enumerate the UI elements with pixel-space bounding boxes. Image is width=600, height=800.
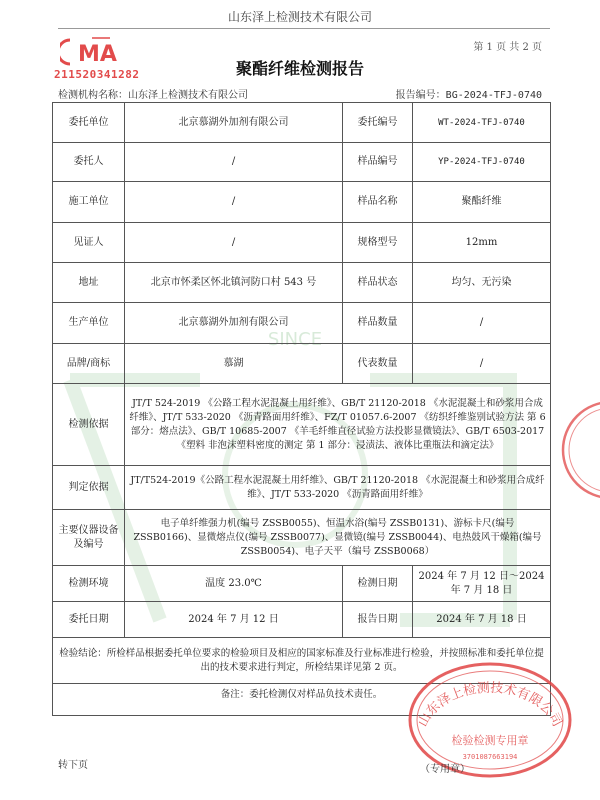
test-basis-value: JT/T 524-2019 《公路工程水泥混凝土用纤维》、GB/T 21120-2018 《水泥混凝土和砂浆用合成纤维》、JT/T 533-2020 《沥青路面用纤维》、FZ/T 01057.6-2007 《纺织纤维鉴别试验方法 第 6 部分：熔点法》、GB/T 10685-2007 《羊毛纤维直径试验方法投影显微镜法》、GB/T 6503-2017 《塑料 非泡沫塑料密度的测定 第 1 部分：浸渍法、液体比重瓶法和滴定法》 <box>125 384 551 466</box>
table-row <box>53 466 551 510</box>
witness-value: / <box>125 223 343 263</box>
spec-value: 12mm <box>413 223 551 263</box>
commission-date-value: 2024 年 7 月 12 日 <box>125 602 343 638</box>
report-value: BG-2024-TFJ-0740 <box>445 90 542 101</box>
seal-note: （专用章） <box>420 764 470 775</box>
address-label: 地址 <box>53 263 125 303</box>
client-value: 北京慕湖外加剂有限公司 <box>125 103 343 143</box>
remark: 备注：委托检测仅对样品负技术责任。 <box>53 684 551 716</box>
conclusion: 检验结论：所检样品根据委托单位要求的检验项目及相应的国家标准及行业标准进行检验，并按照标准和委托单位提出的技术要求进行判定，所检结果详见第 2 页。 <box>53 638 551 684</box>
address-value: 北京市怀柔区怀北镇河防口村 543 号 <box>125 263 343 303</box>
principal-label: 委托人 <box>53 143 125 182</box>
org-label: 检测机构名称： <box>58 90 128 101</box>
commission-no-value: WT-2024-TFJ-0740 <box>413 103 551 143</box>
sample-qty-label: 样品数量 <box>343 303 413 344</box>
witness-label: 见证人 <box>53 223 125 263</box>
sample-state-label: 样品状态 <box>343 263 413 303</box>
rep-qty-label: 代表数量 <box>343 344 413 384</box>
table-row <box>53 263 551 303</box>
header-company: 山东泽上检测技术有限公司 <box>227 10 372 24</box>
brand-value: 慕湖 <box>125 344 343 384</box>
environment-label: 检测环境 <box>53 566 125 602</box>
producer-value: 北京慕湖外加剂有限公司 <box>125 303 343 344</box>
report-date-label: 报告日期 <box>343 602 413 638</box>
seal-text: 山东泽上检测技术有限公司 <box>415 680 565 730</box>
brand-label: 品牌/商标 <box>53 344 125 384</box>
report-date-value: 2024 年 7 月 18 日 <box>413 602 551 638</box>
sample-no-value: YP-2024-TFJ-0740 <box>413 143 551 182</box>
svg-text:MA: MA <box>78 42 117 67</box>
table-row <box>53 143 551 182</box>
table-row <box>53 223 551 263</box>
test-basis-label: 检测依据 <box>53 384 125 466</box>
table-row <box>53 602 551 638</box>
org-value: 山东泽上检测技术有限公司 <box>128 90 248 101</box>
commission-no-label: 委托编号 <box>343 103 413 143</box>
table-row <box>53 566 551 602</box>
instruments-label: 主要仪器设备及编号 <box>53 510 125 566</box>
sample-name-value: 聚酯纤维 <box>413 182 551 223</box>
svg-text:山东泽上检测技术有限公司 <box>415 680 564 730</box>
report-label: 报告编号： <box>395 90 446 101</box>
edge-seal-stamp <box>556 395 600 505</box>
table-row <box>53 510 551 566</box>
construction-label: 施工单位 <box>53 182 125 223</box>
cma-number: 211520341282 <box>54 68 140 81</box>
judgment-label: 判定依据 <box>53 466 125 510</box>
org-name <box>58 86 248 101</box>
table-row <box>53 182 551 223</box>
page-indicator: 第 1 页 共 2 页 <box>473 42 542 53</box>
rep-qty-value: / <box>413 344 551 384</box>
table-row <box>53 303 551 344</box>
report-title: 聚酯纤维检测报告 <box>235 59 364 78</box>
sample-qty-value: / <box>413 303 551 344</box>
table-row <box>53 344 551 384</box>
client-label: 委托单位 <box>53 103 125 143</box>
table-row <box>53 103 551 143</box>
instruments-value: 电子单纤维强力机(编号 ZSSB0055)、恒温水浴(编号 ZSSB0131)、游标卡尺(编号 ZSSB0166)、显微熔点仪(编号 ZSSB0077)、显微镜(编号 ZSSB0044)、电热鼓风干燥箱(编号 ZSSB0054)、电子天平（编号 ZSSB0068） <box>125 510 551 566</box>
seal-number: 3701087663194 <box>462 753 518 761</box>
commission-date-label: 委托日期 <box>53 602 125 638</box>
sample-name-label: 样品名称 <box>343 182 413 223</box>
report-number <box>396 86 542 101</box>
sample-no-label: 样品编号 <box>343 143 413 182</box>
report-info-table <box>52 102 551 716</box>
table-row <box>53 384 551 466</box>
sample-state-value: 均匀、无污染 <box>413 263 551 303</box>
test-date-label: 检测日期 <box>343 566 413 602</box>
header-divider <box>58 28 550 29</box>
judgment-value: JT/T524-2019《公路工程水泥混凝土用纤维》、GB/T 21120-2018 《水泥混凝土和砂浆用合成纤维》、JT/T 533-2020 《沥青路面用纤维》 <box>125 466 551 510</box>
producer-label: 生产单位 <box>53 303 125 344</box>
turn-page-note: 转下页 <box>58 760 88 771</box>
environment-value: 温度 23.0℃ <box>125 566 343 602</box>
spec-label: 规格型号 <box>343 223 413 263</box>
seal-subtext: 检验检测专用章 <box>451 734 529 747</box>
principal-value: / <box>125 143 343 182</box>
construction-value: / <box>125 182 343 223</box>
watermark-text: SINCE <box>267 329 323 350</box>
test-date-value: 2024 年 7 月 12 日～2024 年 7 月 18 日 <box>413 566 551 602</box>
